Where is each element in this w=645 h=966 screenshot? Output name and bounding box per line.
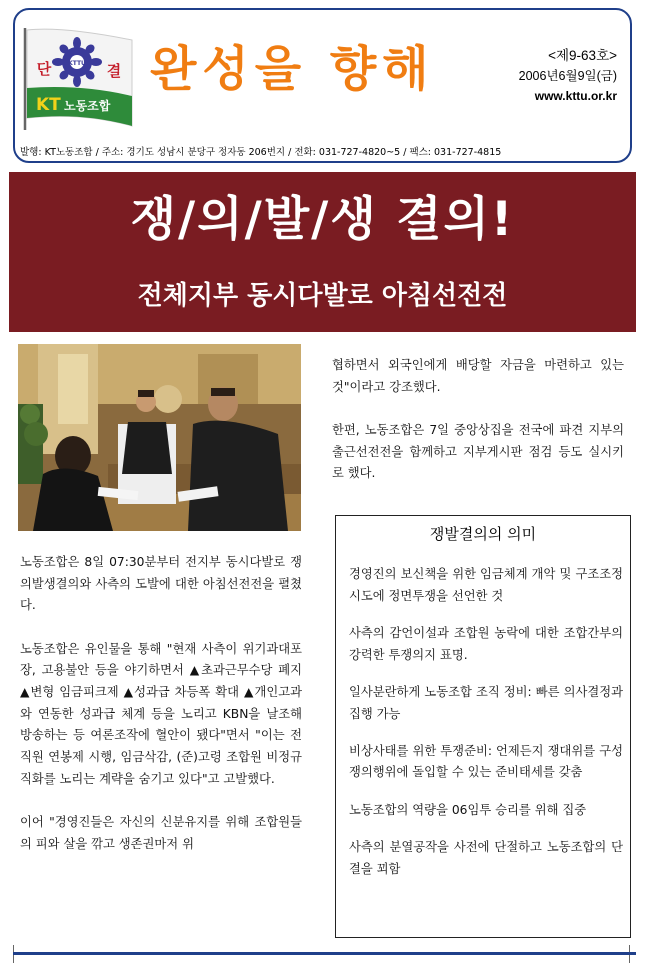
sidebar-list — [349, 564, 623, 896]
issue-info — [519, 46, 617, 106]
article-paragraph: 노동조합은 8일 07:30분부터 전지부 동시다발로 쟁의발생결의와 사측의 도발에 대한 아침선전전을 펼쳤다. — [20, 555, 302, 613]
article-paragraph: 노동조합은 유인물을 통해 "현재 사측이 위기과대포장, 고용불안 등을 야기하면서 ▲초과근무수당 폐지 ▲변형 임금피크제 ▲성과급 차등폭 확대 ▲개인고과와 연동한 성과급 체계 등을 노리고 KBN을 날조해 방송하는 등 여론조작에 혈안이 됐다"면서 "이는 전직원 연봉제 시행, 임금삭감, (준)고령 조합원 비정규직화를 노리는 계략을 숨기고 있다"고 고발했다. — [20, 641, 302, 786]
flag-brand: KT — [36, 95, 61, 115]
flag-left-char: 단 — [36, 60, 52, 78]
union-flag-logo — [22, 26, 137, 131]
sidebar-item: 사측의 분열공작을 사전에 단절하고 노동조합의 단결을 꾀함 — [349, 839, 623, 876]
publisher-contact: 발행: KT노동조합 / 주소: 경기도 성남시 분당구 정자동 206번지 / 전화: 031-727-4820~5 / 팩스: 031-727-4815 — [20, 147, 502, 158]
footer-rule — [13, 952, 636, 955]
sidebar-item: 노동조합의 역량을 06임투 승리를 위해 집중 — [349, 802, 587, 817]
article-paragraph: 한편, 노동조합은 7일 중앙상집을 전국에 파견 지부의 출근선전전을 함께하고 지부게시판 점검 등도 실시키로 했다. — [332, 422, 624, 481]
meaning-sidebar — [335, 515, 631, 938]
sidebar-item: 사측의 감언이설과 조합원 농락에 대한 조합간부의 강력한 투쟁의지 표명. — [349, 625, 623, 662]
article-paragraph: 협하면서 외국인에게 배당할 자금을 마련하고 있는 것"이라고 강조했다. — [332, 358, 624, 394]
subheadline: 전체지부 동시다발로 아침선전전 — [137, 281, 508, 311]
news-photo — [18, 344, 301, 531]
headline-banner — [9, 172, 636, 332]
website-link[interactable]: www.kttu.or.kr — [534, 89, 617, 103]
sidebar-title: 쟁발결의의 의미 — [429, 525, 537, 543]
flag-right-char: 결 — [106, 62, 122, 80]
sidebar-item: 비상사태를 위한 투쟁준비: 언제든지 쟁대위를 구성 쟁의행위에 돌입할 수 있는 준비태세를 갖춤 — [349, 743, 623, 780]
flag-emblem-text: KTTU — [68, 60, 86, 67]
sidebar-item: 일사분란하게 노동조합 조직 정비: 빠른 의사결정과 집행 가능 — [349, 684, 623, 721]
issue-number: <제9-63호> — [548, 48, 617, 63]
headline: 쟁/의/발/생 결의! — [130, 192, 515, 247]
flag-brand-suffix: 노동조합 — [64, 99, 111, 113]
sidebar-item: 경영진의 보신책을 위한 임금체계 개악 및 구조조정 시도에 정면투쟁을 선언한 것 — [349, 567, 623, 603]
article-paragraph: 이어 "경영진들은 자신의 신분유지를 위해 조합원들의 피와 살을 깎고 생존권마저 위 — [20, 815, 302, 851]
issue-date: 2006년6월9일(금) — [518, 69, 617, 83]
article-right-column — [332, 355, 624, 507]
article-left-column — [20, 552, 302, 877]
newsletter-title: 완성을 향해 — [150, 41, 435, 97]
